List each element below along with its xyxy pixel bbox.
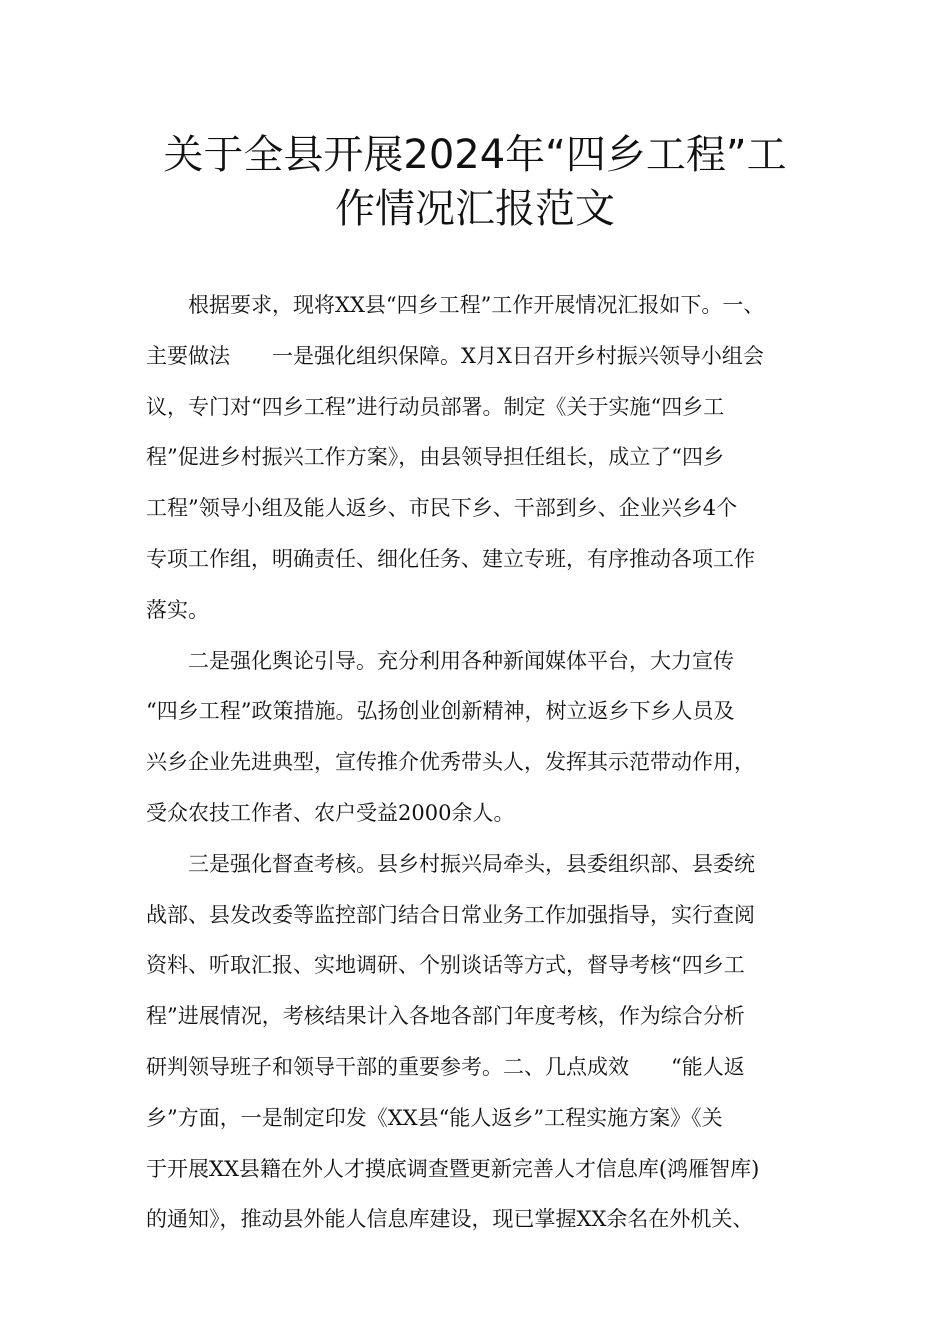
body-line: 的通知》，推动县外能人信息库建设，现已掌握XX余名在外机关、 (146, 1207, 754, 1232)
body-line: 议，专门对“四乡工程”进行动员部署。制定《关于实施“四乡工 (146, 394, 725, 419)
body-line: 战部、县发改委等监控部门结合日常业务工作加强指导，实行查阅 (146, 902, 755, 927)
body-line: 程”进展情况，考核结果计入各地各部门年度考核，作为综合分析 (146, 1004, 745, 1029)
body-line: 程”促进乡村振兴工作方案》，由县领导担任组长，成立了“四乡 (146, 445, 724, 470)
body-line: “四乡工程”政策措施。弘扬创业创新精神，树立返乡下乡人员及 (146, 699, 735, 724)
body-line: 落实。 (146, 597, 209, 622)
body-line: 专项工作组，明确责任、细化任务、建立专班，有序推动各项工作 (146, 546, 755, 571)
body-line: 根据要求，现将XX县“四乡工程”工作开展情况汇报如下。一、 (146, 293, 765, 317)
body-line: 研判领导班子和领导干部的重要参考。二、几点成效 “能人返 (146, 1054, 745, 1079)
body-line: 受众农技工作者、农户受益2000余人。 (146, 800, 515, 825)
body-line: 乡”方面，一是制定印发《XX县“能人返乡”工程实施方案》《关 (146, 1105, 723, 1130)
document-title (130, 128, 820, 236)
body-line: 资料、听取汇报、实地调研、个别谈话等方式，督导考核“四乡工 (146, 953, 745, 978)
title-line: 关于全县开展2024年“四乡工程”工 (163, 132, 787, 178)
body-line: 二是强化舆论引导。充分利用各种新闻媒体平台，大力宣传 (146, 648, 734, 673)
body-line: 工程”领导小组及能人返乡、市民下乡、干部到乡、企业兴乡4个 (146, 496, 738, 521)
body-line: 于开展XX县籍在外人才摸底调查暨更新完善人才信息库(鸿雁智库) (146, 1156, 760, 1181)
body-line: 三是强化督查考核。县乡村振兴局牵头，县委组织部、县委统 (146, 851, 755, 876)
body-line: 主要做法 一是强化组织保障。X月X日召开乡村振兴领导小组会 (146, 343, 764, 368)
title-line: 作情况汇报范文 (335, 186, 615, 232)
body-line: 兴乡企业先进典型，宣传推介优秀带头人，发挥其示范带动作用， (146, 750, 755, 775)
document-body (146, 280, 846, 1245)
